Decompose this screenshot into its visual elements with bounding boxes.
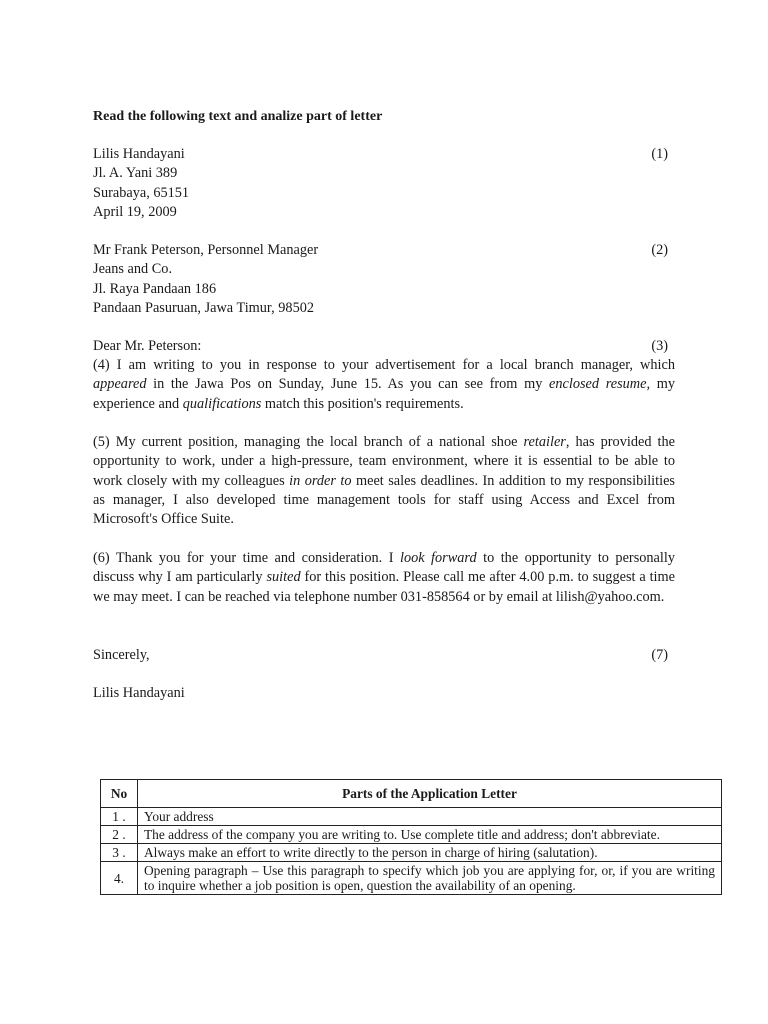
paragraph-6-text: to the opportunity to personally discuss why I am particularly [93, 550, 675, 586]
row-description: Always make an effort to write directly to the person in charge of hiring (salutation). [138, 844, 722, 862]
table-row [101, 808, 722, 826]
paragraph-4-text: in the Jawa Pos on Sunday, June 15. As you can see from my [146, 376, 550, 393]
recipient-name: Mr Frank Peterson, Personnel Manager [93, 242, 319, 258]
marker-7: (7) [651, 647, 668, 663]
signature-block [93, 684, 675, 703]
table-row [101, 862, 722, 895]
marker-3: (3) [651, 338, 668, 354]
sender-address-block [93, 145, 675, 222]
row-description: Opening paragraph – Use this paragraph to specify which job you are applying for, or, if you are writing to inquire whether a job position is open, question the availability of an opening. [138, 862, 722, 895]
page-heading: Read the following text and analize part of letter [93, 109, 383, 124]
paragraph-4 [93, 356, 675, 414]
table-row [101, 844, 722, 862]
paragraph-5-text: , has provided the opportunity to work, under a high-pressure, team environment, where it is essential to be able to work closely with my colleagues [93, 434, 675, 489]
sender-street: Jl. A. Yani 389 [93, 165, 178, 182]
recipient-address-block [93, 241, 675, 318]
table-header-row [101, 780, 722, 808]
marker-2: (2) [651, 242, 668, 258]
paragraph-5 [93, 433, 675, 529]
row-number: 3 . [101, 844, 138, 862]
row-description: Your address [138, 808, 722, 826]
sender-city: Surabaya, 65151 [93, 184, 190, 201]
parts-table [100, 779, 722, 895]
salutation: Dear Mr. Peterson: [93, 338, 202, 354]
paragraph-4-italic: appeared [93, 376, 147, 393]
closing: Sincerely, [93, 647, 150, 663]
letter-date: April 19, 2009 [93, 203, 177, 220]
recipient-company: Jeans and Co. [93, 261, 173, 278]
row-number: 4. [101, 862, 138, 895]
table-row [101, 826, 722, 844]
signature-name: Lilis Handayani [93, 685, 185, 701]
paragraph-4-italic: enclosed resume, [549, 376, 651, 393]
paragraph-4-italic: qualifications [182, 395, 262, 412]
marker-1: (1) [651, 146, 668, 162]
paragraph-5-text: meet sales deadlines. In addition to my responsibilities as manager, I also developed time management tools for staff using Access and Excel from Microsoft's Office Suite. [93, 472, 675, 528]
sender-name: Lilis Handayani [93, 146, 185, 162]
closing-block [93, 646, 675, 665]
paragraph-5-italic: in order to [289, 472, 352, 489]
header-no: No [101, 780, 138, 808]
paragraph-6 [93, 549, 675, 607]
paragraph-6-italic: suited [266, 569, 301, 586]
paragraph-6-text: (6) Thank you for your time and consideration. I [93, 550, 400, 566]
salutation-block [93, 337, 675, 356]
row-description: The address of the company you are writing to. Use complete title and address; don't abbreviate. [138, 826, 722, 844]
row-number: 1 . [101, 808, 138, 826]
paragraph-6-italic: look forward [399, 550, 477, 566]
recipient-city: Pandaan Pasuruan, Jawa Timur, 98502 [93, 299, 315, 316]
paragraph-5-italic: retailer [523, 434, 566, 450]
paragraph-6-text: for this position. Please call me after 4.00 p.m. to suggest a time we may meet. I can be reached via telephone number 031-858564 or by email at lilish@yahoo.com. [93, 569, 675, 605]
paragraph-4-text: my experience and [93, 376, 675, 412]
header-parts: Parts of the Application Letter [138, 780, 722, 808]
paragraph-4-text: match this position's requirements. [261, 395, 464, 412]
recipient-street: Jl. Raya Pandaan 186 [93, 280, 217, 297]
paragraph-4-text: (4) I am writing to you in response to your advertisement for a local branch manager, which [93, 357, 675, 373]
paragraph-5-text: (5) My current position, managing the local branch of a national shoe [93, 434, 524, 450]
row-number: 2 . [101, 826, 138, 844]
